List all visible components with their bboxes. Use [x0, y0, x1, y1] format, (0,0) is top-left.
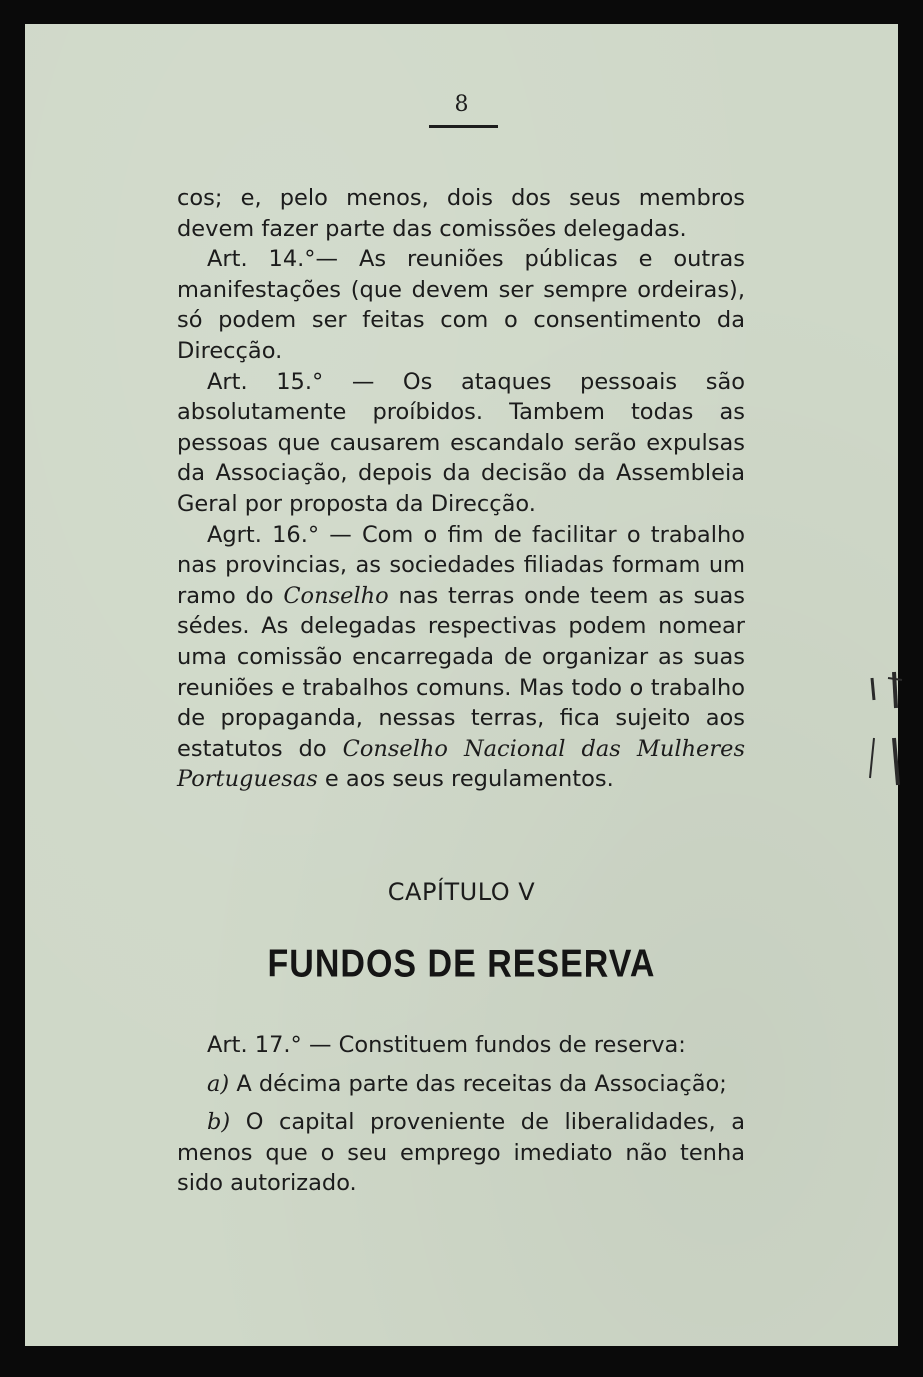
article-16: [177, 520, 745, 795]
reserve-funds-section: [177, 1030, 745, 1199]
section-title: FUNDOS DE RESERVA: [267, 942, 656, 986]
item-a-marker: a): [207, 1070, 230, 1097]
margin-ink-marks: [862, 660, 912, 800]
page-number-rule: [429, 125, 498, 128]
article-16-italic-conselho: Conselho: [283, 582, 389, 609]
article-16-middle: nas terras onde teem as suas sédes. As delegadas respectivas podem nomear uma comissão encarregada de organizar as suas reuniões e trabalhos comuns. Mas todo o trabalho de propaganda, nessas terras, fica sujeito aos estatutos do: [177, 582, 745, 762]
item-b: [177, 1107, 745, 1199]
item-a-text: A décima parte das receitas da Associação;: [229, 1070, 727, 1097]
article-14: Art. 14.°— As reuniões públicas e outras manifestações (que devem ser sempre ordeiras), só podem ser feitas com o consentimento da Direcção.: [177, 246, 745, 364]
chapter-heading: CAPÍTULO V: [387, 878, 536, 906]
article-16-lead: Agrt. 16.° — Com o fim de facilitar o trabalho nas provincias, as sociedades filiadas formam um ramo do: [177, 521, 745, 609]
item-a: [177, 1069, 745, 1100]
article-17: Art. 17.° — Constituem fundos de reserva:: [207, 1032, 686, 1058]
page-number: 8: [454, 92, 469, 117]
article-16-tail: e aos seus regulamentos.: [317, 766, 614, 793]
item-b-text: O capital proveniente de liberalidades, a menos que o seu emprego imediato não tenha sido autorizado.: [177, 1109, 745, 1197]
articles-section: [177, 183, 745, 795]
article-15: Art. 15.° — Os ataques pessoais são absolutamente proíbidos. Tambem todas as pessoas que causarem escandalo serão expulsas da Associação, depois da decisão da Assembleia Geral por proposta da Direcção.: [177, 368, 745, 517]
item-b-marker: b): [207, 1109, 231, 1136]
article-16-italic-council-name: Conselho Nacional das Mulheres Portuguesas: [177, 735, 745, 793]
paragraph-continuation: cos; e, pelo menos, dois dos seus membros devem fazer parte das comissões delegadas.: [177, 185, 745, 242]
